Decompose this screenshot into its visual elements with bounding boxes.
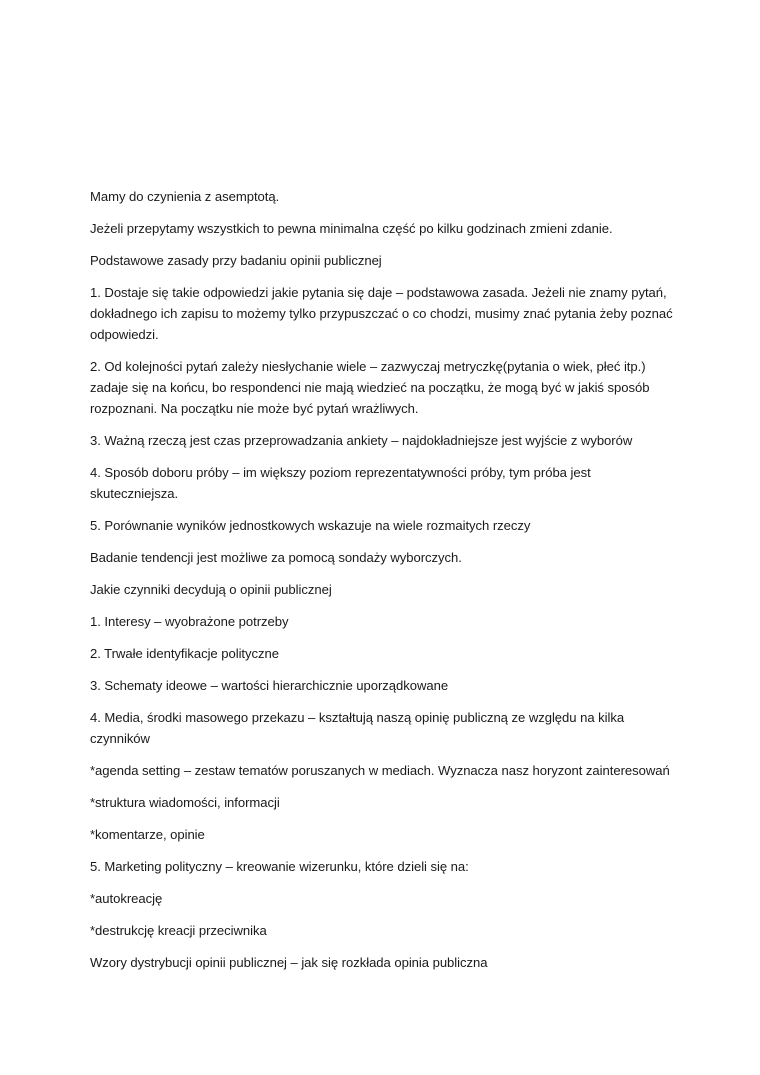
media-subitem-agenda-setting: *agenda setting – zestaw tematów poruszanych w mediach. Wyznacza nasz horyzont zainteresowań	[90, 763, 670, 778]
media-subitem-comments: *komentarze, opinie	[90, 827, 205, 842]
media-subitem-news-structure: *struktura wiadomości, informacji	[90, 795, 280, 810]
factor-item-2: 2. Trwałe identyfikacje polityczne	[90, 646, 279, 661]
rule-item-1: 1. Dostaje się takie odpowiedzi jakie pytania się daje – podstawowa zasada. Jeżeli nie znamy pytań, dokładnego ich zapisu to możemy tylko przypuszczać o co chodzi, musimy znać pytania żeby poznać odpowiedzi.	[90, 285, 673, 342]
factor-item-5: 5. Marketing polityczny – kreowanie wizerunku, które dzieli się na:	[90, 859, 469, 874]
factor-item-3: 3. Schematy ideowe – wartości hierarchicznie uporządkowane	[90, 678, 449, 693]
paragraph-opinion-change: Jeżeli przepytamy wszystkich to pewna minimalna część po kilku godzinach zmieni zdanie.	[90, 221, 613, 236]
heading-opinion-distribution: Wzory dystrybucji opinii publicznej – jak się rozkłada opinia publiczna	[90, 955, 488, 970]
rule-item-3: 3. Ważną rzeczą jest czas przeprowadzania ankiety – najdokładniejsze jest wyjście z wyborów	[90, 433, 633, 448]
document-page	[90, 186, 680, 984]
rule-item-5: 5. Porównanie wyników jednostkowych wskazuje na wiele rozmaitych rzeczy	[90, 518, 531, 533]
marketing-subitem-self-creation: *autokreację	[90, 891, 163, 906]
heading-basic-rules: Podstawowe zasady przy badaniu opinii publicznej	[90, 253, 382, 268]
heading-opinion-factors: Jakie czynniki decydują o opinii publicznej	[90, 582, 332, 597]
paragraph-asymptote: Mamy do czynienia z asemptotą.	[90, 189, 280, 204]
marketing-subitem-opponent-destruction: *destrukcję kreacji przeciwnika	[90, 923, 267, 938]
factor-item-1: 1. Interesy – wyobrażone potrzeby	[90, 614, 289, 629]
factor-item-4: 4. Media, środki masowego przekazu – kształtują naszą opinię publiczną ze względu na kilka czynników	[90, 710, 625, 746]
paragraph-trend-research: Badanie tendencji jest możliwe za pomocą sondaży wyborczych.	[90, 550, 462, 565]
rule-item-4: 4. Sposób doboru próby – im większy poziom reprezentatywności próby, tym próba jest skuteczniejsza.	[90, 465, 591, 501]
rule-item-2: 2. Od kolejności pytań zależy niesłychanie wiele – zazwyczaj metryczkę(pytania o wiek, płeć itp.) zadaje się na końcu, bo respondenci nie mają wiedzieć na początku, że mogą być w jakiś sposób rozpoznani. Na początku nie może być pytań wrażliwych.	[90, 359, 650, 416]
